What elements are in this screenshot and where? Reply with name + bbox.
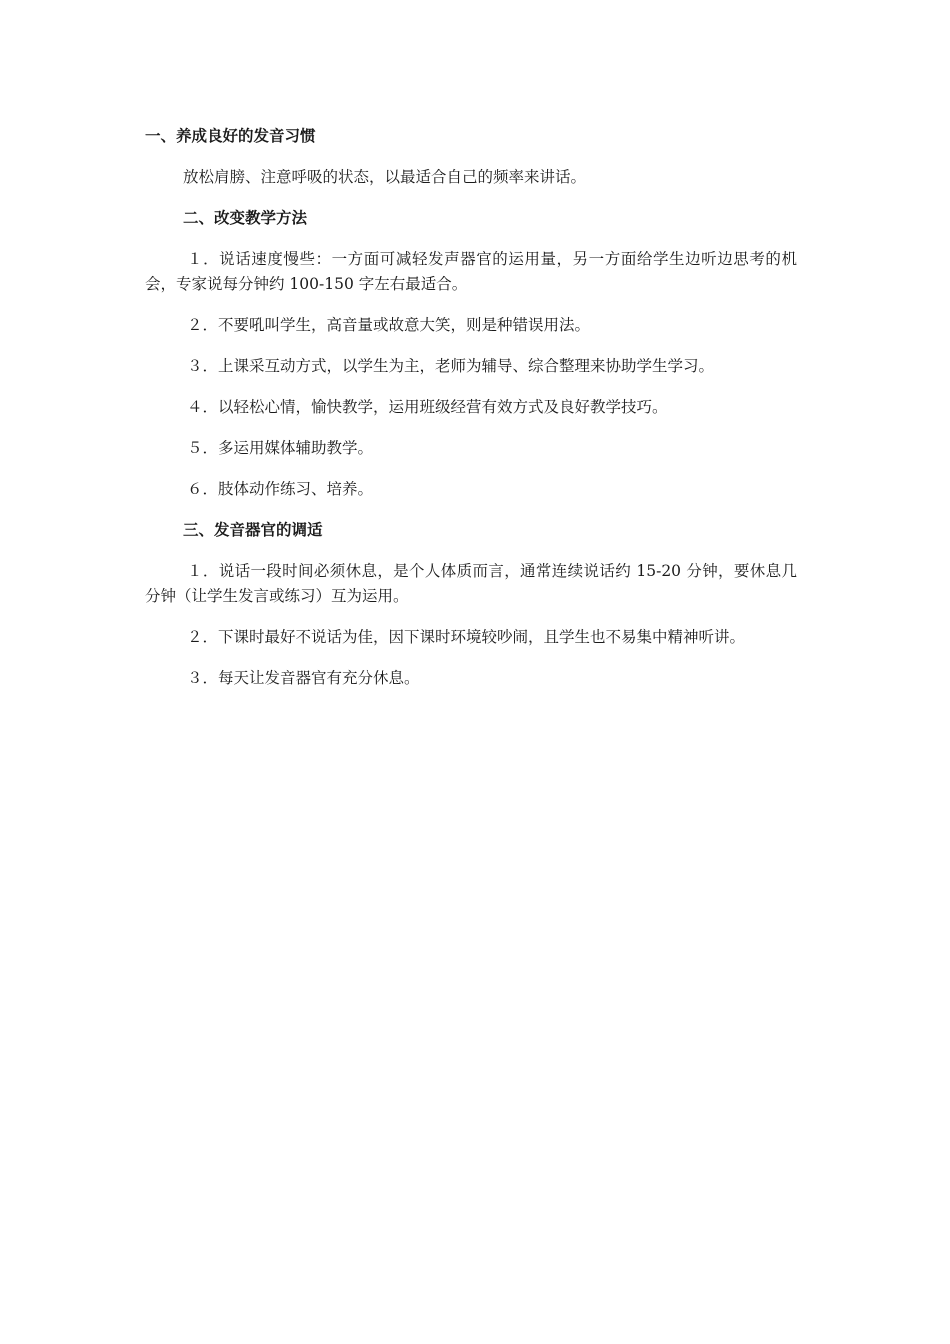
section-3-item-3: ３．每天让发音器官有充分休息。 bbox=[187, 669, 420, 687]
section-2-item-3: ３．上课采互动方式，以学生为主，老师为辅导、综合整理来协助学生学习。 bbox=[187, 357, 715, 375]
section-2-item-1: １．说话速度慢些：一方面可减轻发声器官的运用量，另一方面给学生边听边思考的机会，专家说每分钟约 100-150 字左右最适合。 bbox=[145, 250, 797, 293]
section-2-item-4: ４．以轻松心情，愉快教学，运用班级经营有效方式及良好教学技巧。 bbox=[187, 398, 668, 416]
section-3-item-2: ２．下课时最好不说话为佳，因下课时环境较吵闹，且学生也不易集中精神听讲。 bbox=[187, 628, 746, 646]
document-body bbox=[145, 124, 797, 707]
section-2-item-2: ２．不要吼叫学生，高音量或故意大笑，则是种错误用法。 bbox=[187, 316, 591, 334]
section-3-item-1: １．说话一段时间必须休息，是个人体质而言，通常连续说话约 15-20 分钟，要休息几分钟（让学生发言或练习）互为运用。 bbox=[145, 562, 797, 605]
section-1-paragraph-1: 放松肩膀、注意呼吸的状态，以最适合自己的频率来讲话。 bbox=[183, 168, 587, 186]
section-2-item-6: ６．肢体动作练习、培养。 bbox=[187, 480, 374, 498]
section-heading-3: 三、发音器官的调适 bbox=[183, 521, 323, 539]
section-heading-1: 一、养成良好的发音习惯 bbox=[145, 127, 316, 145]
section-2-item-5: ５．多运用媒体辅助教学。 bbox=[187, 439, 374, 457]
section-heading-2: 二、改变教学方法 bbox=[183, 209, 308, 227]
